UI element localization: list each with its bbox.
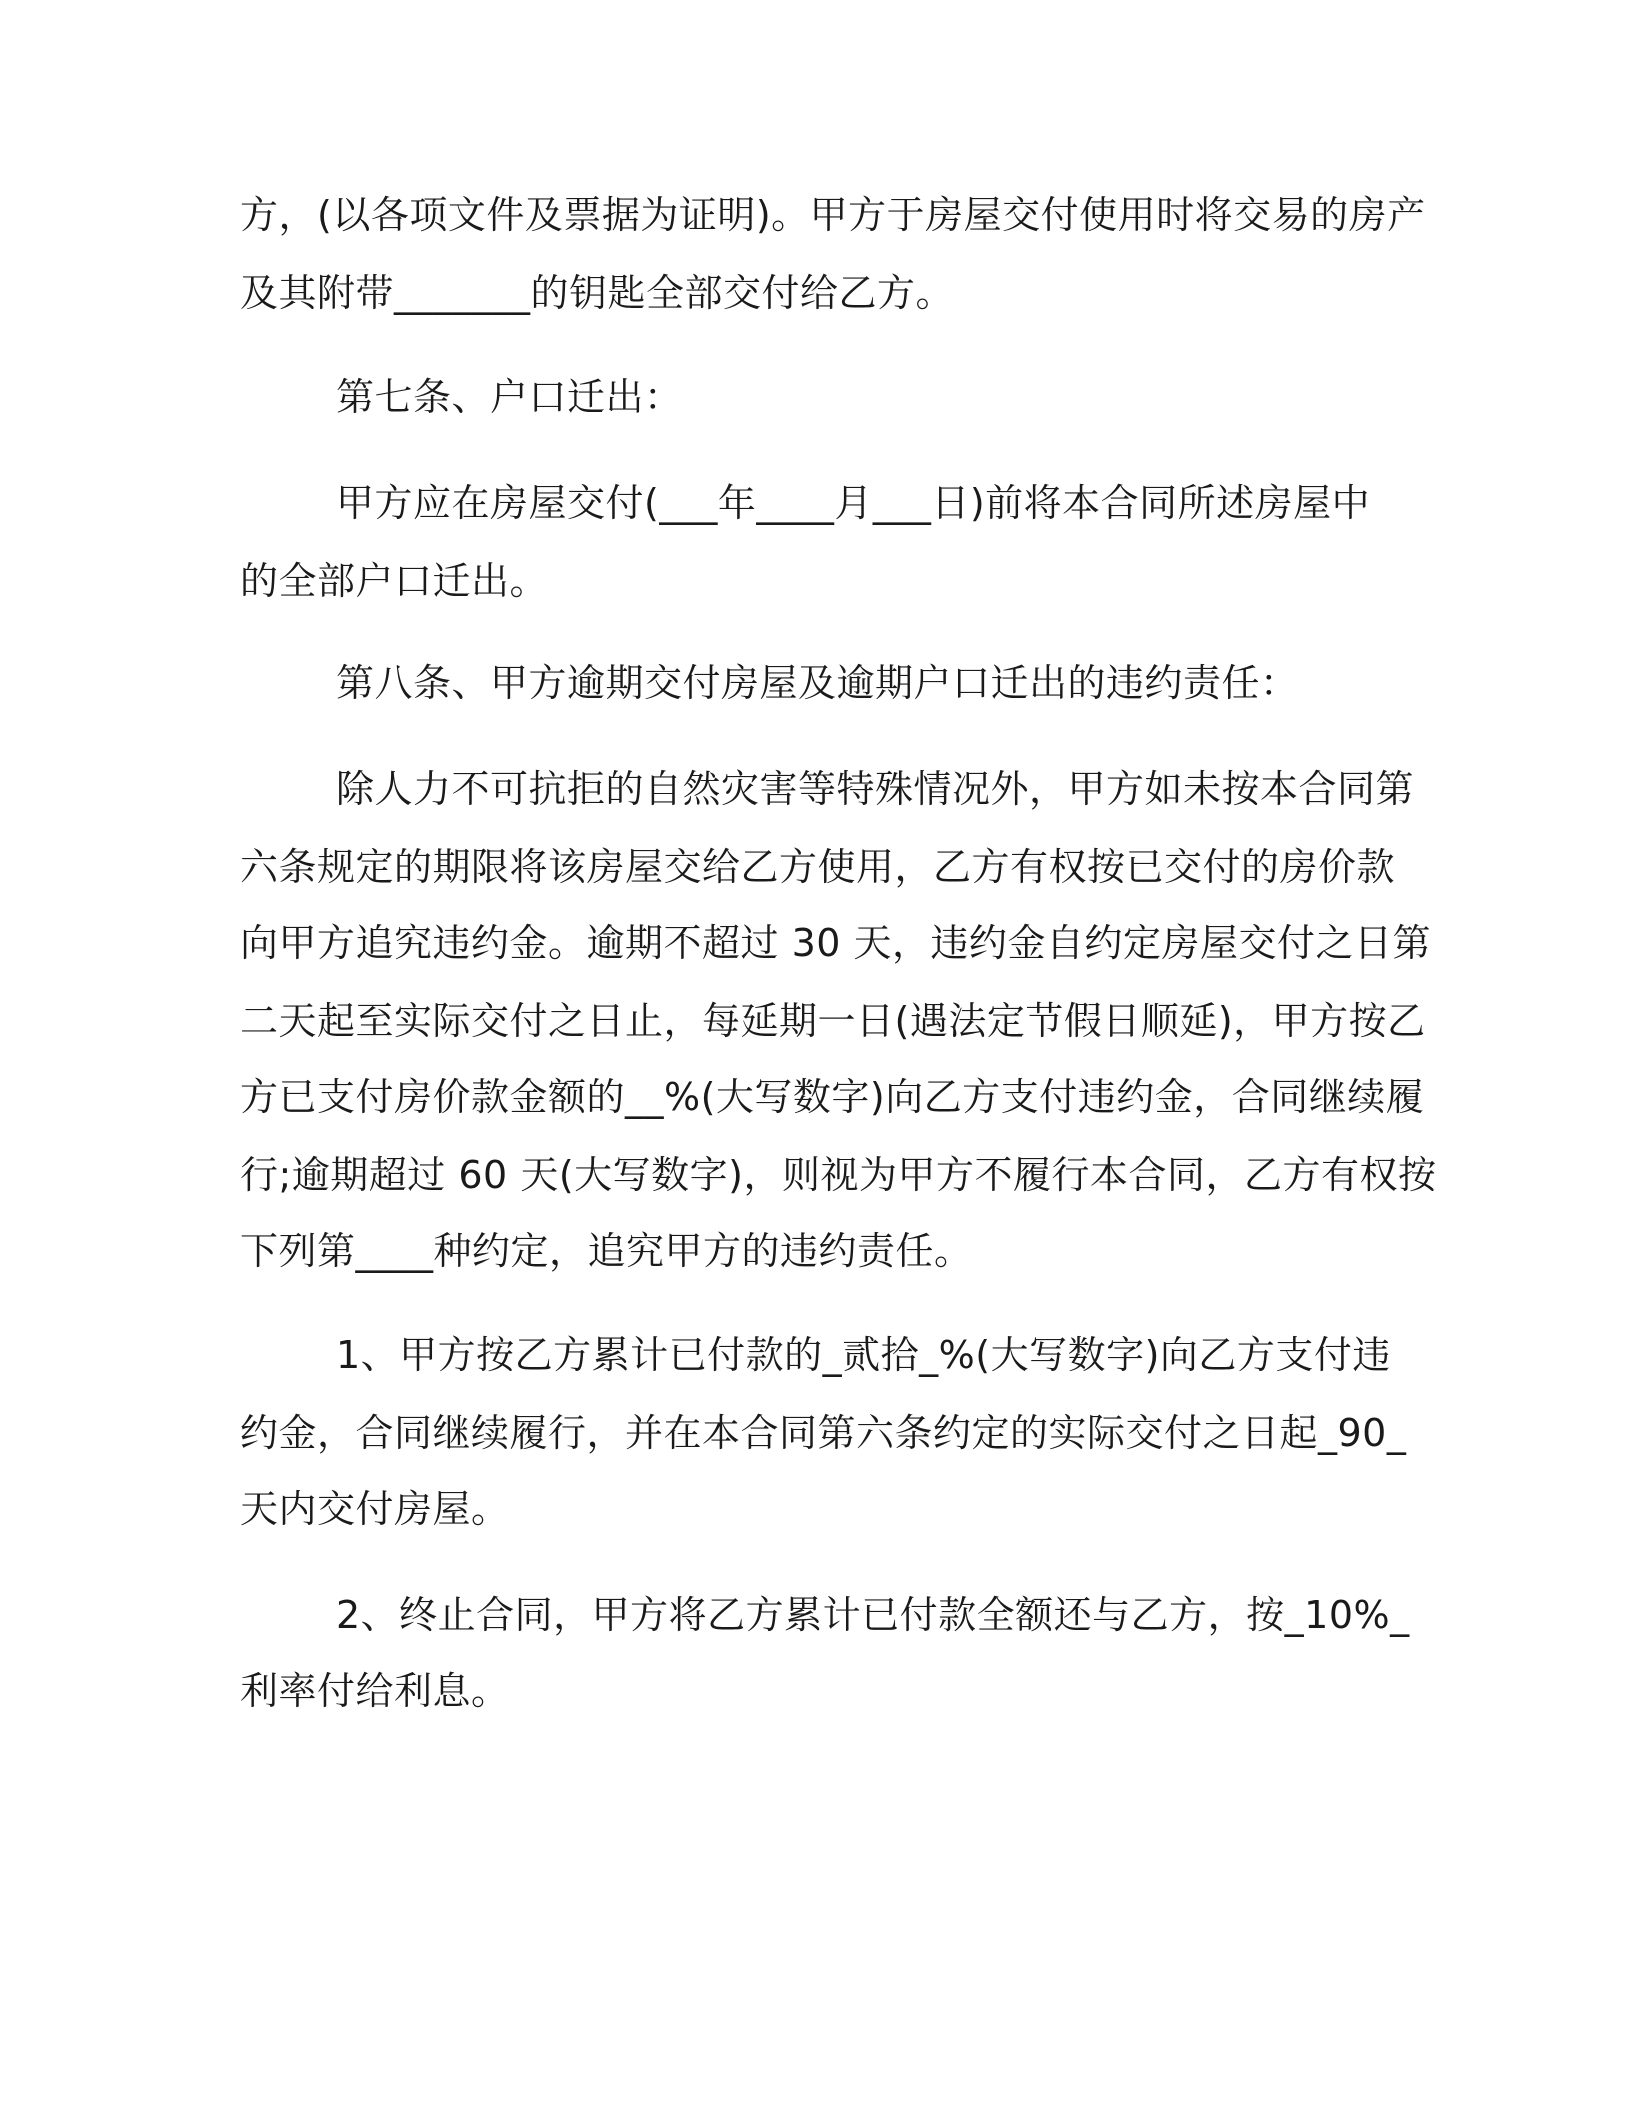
list-item-line: 2、终止合同，甲方将乙方累计已付款全额还与乙方，按_10%_ (336, 1593, 1410, 1637)
paragraph-line: 六条规定的期限将该房屋交给乙方使用，乙方有权按已交付的房价款 (240, 845, 1396, 889)
paragraph-line: 甲方应在房屋交付(___年____月___日)前将本合同所述房屋中 (336, 481, 1371, 525)
list-item-line: 1、甲方按乙方累计已付款的_贰拾_%(大写数字)向乙方支付违 (336, 1333, 1391, 1377)
paragraph-line: 方已支付房价款金额的__%(大写数字)向乙方支付违约金，合同继续履 (240, 1075, 1425, 1119)
list-item-line: 约金，合同继续履行，并在本合同第六条约定的实际交付之日起_90_ (240, 1411, 1407, 1455)
paragraph-line: 二天起至实际交付之日止，每延期一日(遇法定节假日顺延)，甲方按乙 (240, 999, 1426, 1043)
article-heading: 第七条、户口迁出： (336, 375, 683, 419)
paragraph-line: 除人力不可抗拒的自然灾害等特殊情况外，甲方如未按本合同第 (336, 767, 1415, 811)
paragraph-line: 下列第____种约定，追究甲方的违约责任。 (240, 1229, 973, 1273)
paragraph-line: 及其附带_______的钥匙全部交付给乙方。 (240, 271, 955, 315)
list-item-line: 天内交付房屋。 (240, 1487, 510, 1531)
list-item-line: 利率付给利息。 (240, 1669, 510, 1713)
paragraph-line: 方，(以各项文件及票据为证明)。甲方于房屋交付使用时将交易的房产 (240, 193, 1426, 237)
article-heading: 第八条、甲方逾期交付房屋及逾期户口迁出的违约责任： (336, 661, 1299, 705)
paragraph-line: 向甲方追究违约金。逾期不超过 30 天，违约金自约定房屋交付之日第 (240, 921, 1432, 965)
paragraph-line: 的全部户口迁出。 (240, 559, 549, 603)
paragraph-line: 行;逾期超过 60 天(大写数字)，则视为甲方不履行本合同，乙方有权按 (240, 1153, 1437, 1197)
